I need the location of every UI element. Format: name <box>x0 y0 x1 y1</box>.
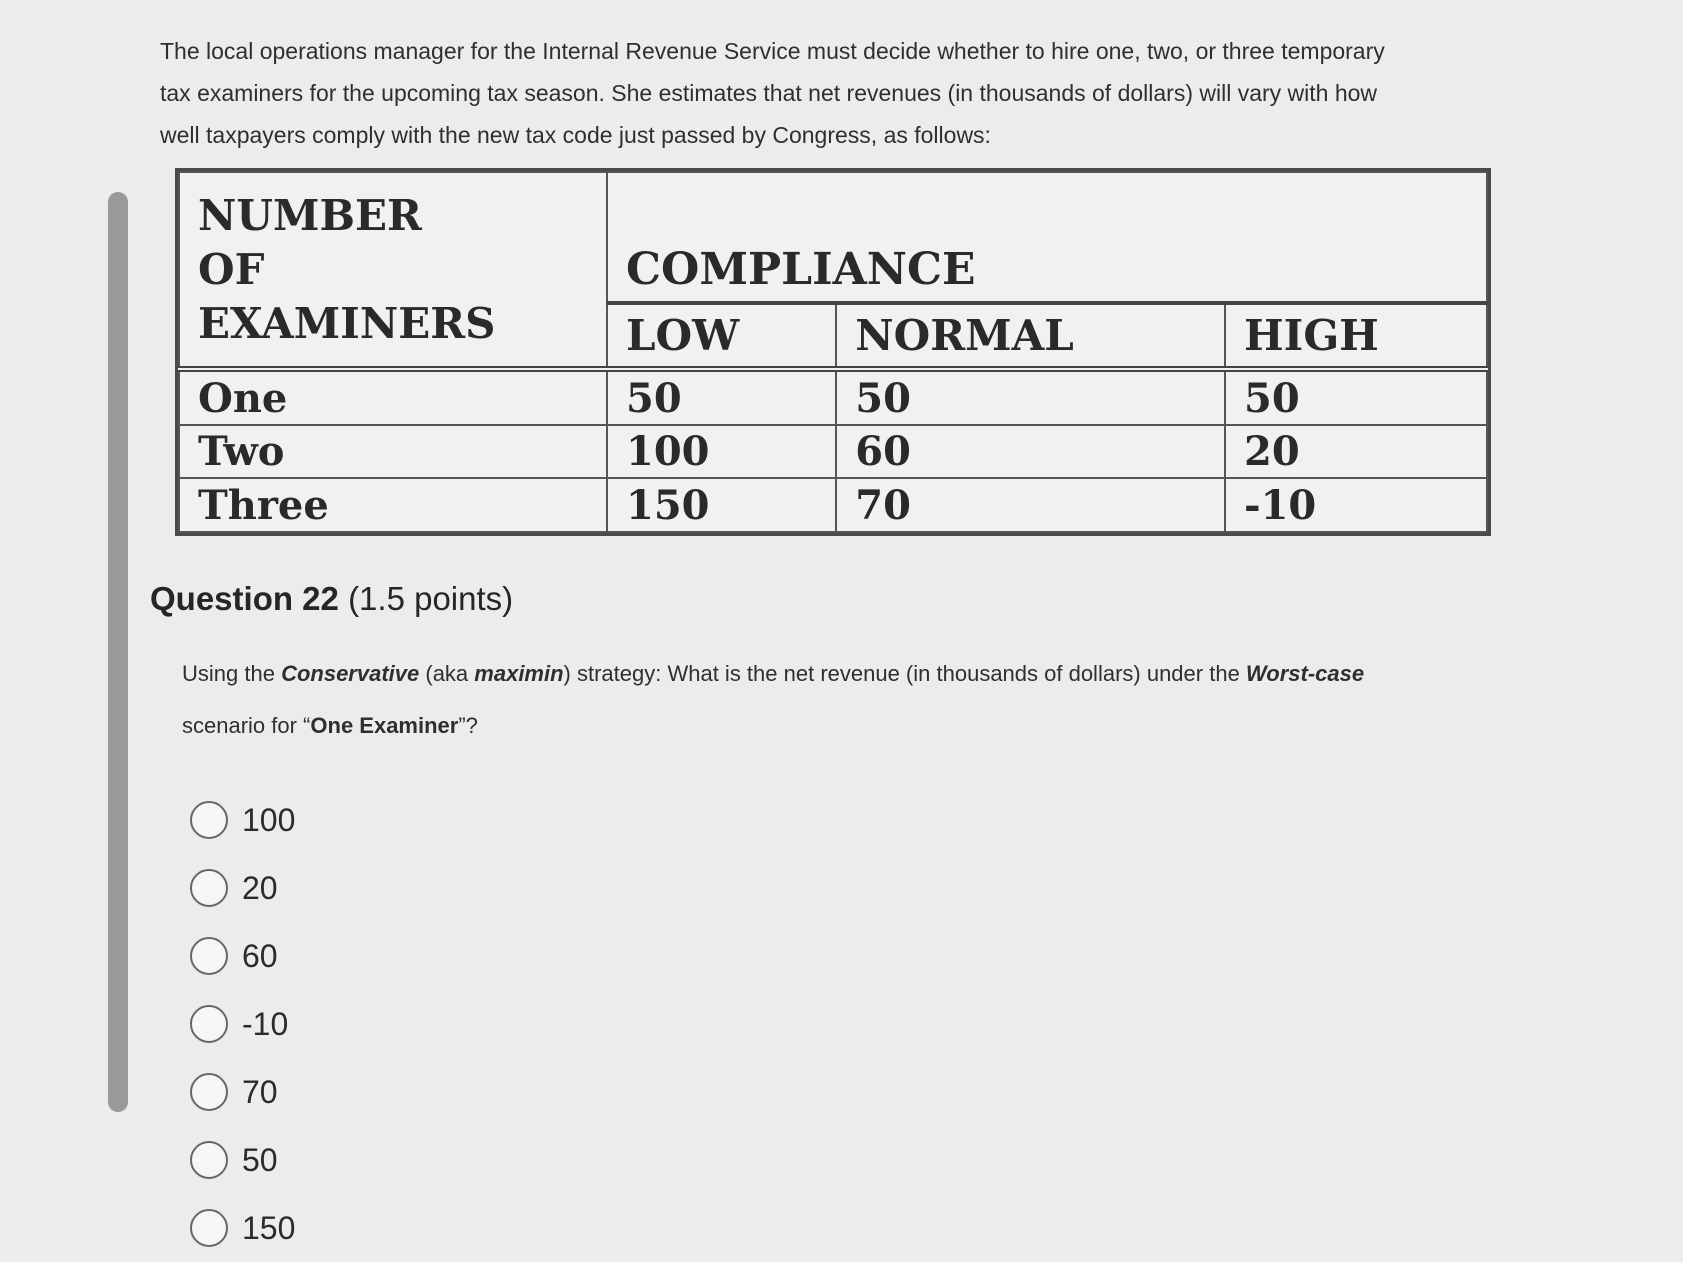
answer-option-label: 100 <box>242 801 296 838</box>
row-label: One <box>179 369 607 425</box>
cell: 150 <box>607 478 836 532</box>
answer-option[interactable] <box>190 1194 295 1262</box>
scrollbar[interactable] <box>108 192 128 1112</box>
intro-line: well taxpayers comply with the new tax code just passed by Congress, as follows: <box>160 122 991 148</box>
radio-button[interactable] <box>190 1073 228 1111</box>
intro-paragraph <box>160 30 1460 156</box>
question-text-part: Using the <box>182 661 282 686</box>
cell: 50 <box>836 369 1225 425</box>
question-title <box>150 580 513 618</box>
question-points: (1.5 points) <box>348 580 514 617</box>
question-text-part: (aka <box>419 661 475 686</box>
cell: 100 <box>607 425 836 478</box>
answer-option[interactable] <box>190 922 295 990</box>
answer-option-label: 50 <box>242 1141 278 1178</box>
question-text-emphasis: One Examiner <box>310 713 459 738</box>
answer-option-label: 150 <box>242 1209 296 1246</box>
radio-button[interactable] <box>190 937 228 975</box>
intro-line: The local operations manager for the Internal Revenue Service must decide whether to hire one, two, or three temporary <box>160 38 1385 64</box>
radio-button[interactable] <box>190 1209 228 1247</box>
radio-button[interactable] <box>190 1005 228 1043</box>
table-row <box>179 369 1487 425</box>
table-row <box>179 425 1487 478</box>
question-text <box>182 648 1482 752</box>
header-normal: NORMAL <box>836 303 1225 370</box>
cell: 50 <box>1225 369 1487 425</box>
question-text-emphasis: Worst-case <box>1245 661 1365 686</box>
answer-option[interactable] <box>190 990 295 1058</box>
radio-button[interactable] <box>190 1141 228 1179</box>
radio-button[interactable] <box>190 869 228 907</box>
cell: 60 <box>836 425 1225 478</box>
question-text-emphasis: maximin <box>474 661 564 686</box>
cell: 20 <box>1225 425 1487 478</box>
answer-option[interactable] <box>190 1126 295 1194</box>
radio-button[interactable] <box>190 801 228 839</box>
answer-option-label: 20 <box>242 869 278 906</box>
answer-options <box>190 786 295 1262</box>
row-label: Three <box>179 478 607 532</box>
answer-option[interactable] <box>190 786 295 854</box>
answer-option[interactable] <box>190 1058 295 1126</box>
payoff-table <box>175 168 1491 536</box>
question-text-emphasis: Conservative <box>281 661 420 686</box>
intro-line: tax examiners for the upcoming tax season. She estimates that net revenues (in thousands of dollars) will vary with how <box>160 80 1378 106</box>
row-label: Two <box>179 425 607 478</box>
header-number-of-examiners: NUMBER OF EXAMINERS <box>179 172 607 369</box>
cell: -10 <box>1225 478 1487 532</box>
header-compliance: COMPLIANCE <box>607 172 1487 303</box>
question-text-part: ) strategy: What is the net revenue (in thousands of dollars) under the <box>563 661 1246 686</box>
table-row <box>179 478 1487 532</box>
question-text-part: ”? <box>458 713 478 738</box>
answer-option[interactable] <box>190 854 295 922</box>
cell: 50 <box>607 369 836 425</box>
question-text-part: scenario for “ <box>182 713 311 738</box>
answer-option-label: 60 <box>242 937 278 974</box>
answer-option-label: 70 <box>242 1073 278 1110</box>
question-number: Question 22 <box>150 580 339 617</box>
header-high: HIGH <box>1225 303 1487 370</box>
answer-option-label: -10 <box>242 1005 289 1042</box>
cell: 70 <box>836 478 1225 532</box>
header-low: LOW <box>607 303 836 370</box>
